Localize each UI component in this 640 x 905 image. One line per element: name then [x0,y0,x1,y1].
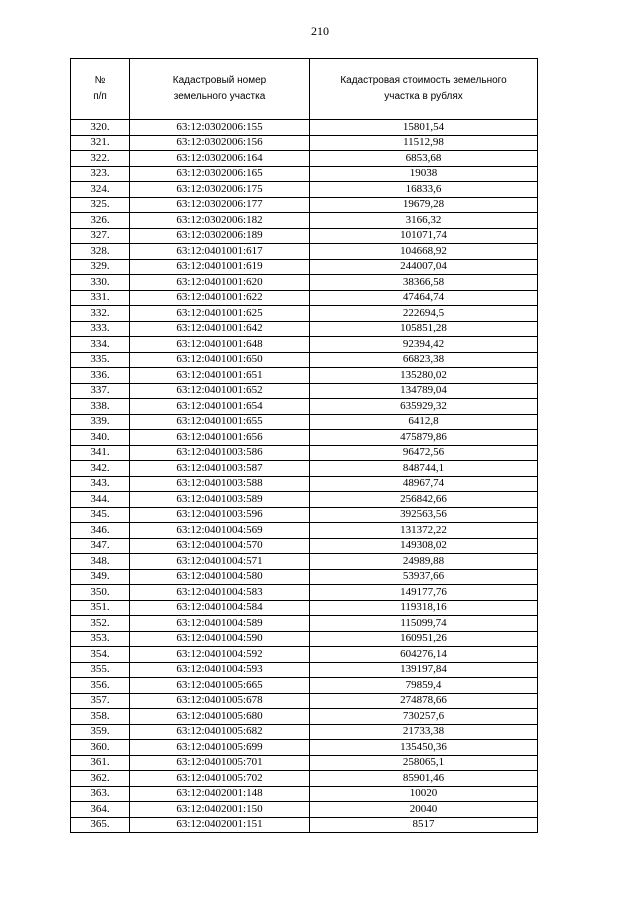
cadastral-value-cell: 38366,58 [310,275,538,291]
cadastral-value-cell: 48967,74 [310,476,538,492]
row-number-cell: 330. [71,275,130,291]
row-number-cell: 340. [71,430,130,446]
cadastral-number-cell: 63:12:0401001:642 [130,321,310,337]
cadastral-value-cell: 96472,56 [310,445,538,461]
cadastral-number-cell: 63:12:0401004:584 [130,600,310,616]
cadastral-value-cell: 848744,1 [310,461,538,477]
table-row [71,197,538,213]
header-cadastral-line1: Кадастровый номер [172,75,267,86]
table-row [71,461,538,477]
cadastral-number-cell: 63:12:0401003:596 [130,507,310,523]
cadastral-value-cell: 101071,74 [310,228,538,244]
cadastral-number-cell: 63:12:0401004:590 [130,631,310,647]
cadastral-value-cell: 131372,22 [310,523,538,539]
cadastral-value-cell: 79859,4 [310,678,538,694]
cadastral-number-cell: 63:12:0402001:150 [130,802,310,818]
cadastral-value-cell: 274878,66 [310,693,538,709]
cadastral-value-cell: 258065,1 [310,755,538,771]
table-row [71,259,538,275]
cadastral-number-cell: 63:12:0401001:654 [130,399,310,415]
row-number-cell: 332. [71,306,130,322]
table-row [71,817,538,833]
table-row [71,755,538,771]
row-number-cell: 344. [71,492,130,508]
cadastral-value-cell: 256842,66 [310,492,538,508]
cadastral-number-cell: 63:12:0401001:617 [130,244,310,260]
table-row [71,213,538,229]
row-number-cell: 364. [71,802,130,818]
table-row [71,585,538,601]
cadastral-value-cell: 15801,54 [310,120,538,136]
cadastral-number-cell: 63:12:0302006:164 [130,151,310,167]
cadastral-number-cell: 63:12:0401001:650 [130,352,310,368]
cadastral-number-cell: 63:12:0401004:589 [130,616,310,632]
row-number-cell: 329. [71,259,130,275]
row-number-cell: 346. [71,523,130,539]
cadastral-number-cell: 63:12:0401004:570 [130,538,310,554]
row-number-cell: 341. [71,445,130,461]
row-number-cell: 338. [71,399,130,415]
row-number-cell: 335. [71,352,130,368]
row-number-cell: 336. [71,368,130,384]
row-number-cell: 321. [71,135,130,151]
cadastral-value-table [70,58,538,833]
row-number-cell: 349. [71,569,130,585]
cadastral-value-cell: 19679,28 [310,197,538,213]
cadastral-number-cell: 63:12:0401004:571 [130,554,310,570]
cadastral-number-cell: 63:12:0401003:586 [130,445,310,461]
header-cadastral-value [310,59,538,120]
cadastral-value-cell: 104668,92 [310,244,538,260]
header-number-abbrev: п/п [93,91,107,102]
cadastral-number-cell: 63:12:0302006:177 [130,197,310,213]
cadastral-value-cell: 475879,86 [310,430,538,446]
cadastral-number-cell: 63:12:0401004:569 [130,523,310,539]
table-row [71,120,538,136]
cadastral-value-cell: 604276,14 [310,647,538,663]
cadastral-value-cell: 21733,38 [310,724,538,740]
cadastral-number-cell: 63:12:0401001:656 [130,430,310,446]
cadastral-number-cell: 63:12:0401001:619 [130,259,310,275]
header-number [71,59,130,120]
row-number-cell: 333. [71,321,130,337]
table-row [71,275,538,291]
table-body [71,120,538,833]
table-row [71,693,538,709]
row-number-cell: 337. [71,383,130,399]
cadastral-number-cell: 63:12:0401001:625 [130,306,310,322]
cadastral-value-cell: 149177,76 [310,585,538,601]
table-row [71,306,538,322]
cadastral-value-cell: 160951,26 [310,631,538,647]
row-number-cell: 360. [71,740,130,756]
table-row [71,135,538,151]
cadastral-value-cell: 149308,02 [310,538,538,554]
cadastral-number-cell: 63:12:0401003:587 [130,461,310,477]
cadastral-value-cell: 392563,56 [310,507,538,523]
cadastral-number-cell: 63:12:0401001:620 [130,275,310,291]
table-row [71,399,538,415]
row-number-cell: 345. [71,507,130,523]
table-row [71,507,538,523]
row-number-cell: 354. [71,647,130,663]
table-row [71,492,538,508]
table-row [71,771,538,787]
row-number-cell: 328. [71,244,130,260]
row-number-cell: 356. [71,678,130,694]
cadastral-number-cell: 63:12:0401004:593 [130,662,310,678]
row-number-cell: 352. [71,616,130,632]
table-row [71,290,538,306]
cadastral-value-cell: 11512,98 [310,135,538,151]
row-number-cell: 365. [71,817,130,833]
cadastral-value-cell: 66823,38 [310,352,538,368]
table-row [71,569,538,585]
cadastral-value-cell: 135450,36 [310,740,538,756]
table-row [71,368,538,384]
cadastral-value-cell: 19038 [310,166,538,182]
table-row [71,709,538,725]
cadastral-number-cell: 63:12:0401004:592 [130,647,310,663]
cadastral-value-cell: 47464,74 [310,290,538,306]
table-row [71,554,538,570]
row-number-cell: 323. [71,166,130,182]
cadastral-value-cell: 730257,6 [310,709,538,725]
table-row [71,383,538,399]
cadastral-value-cell: 244007,04 [310,259,538,275]
cadastral-number-cell: 63:12:0302006:175 [130,182,310,198]
table-row [71,662,538,678]
cadastral-number-cell: 63:12:0401001:648 [130,337,310,353]
table-row [71,321,538,337]
row-number-cell: 363. [71,786,130,802]
row-number-cell: 357. [71,693,130,709]
cadastral-value-cell: 222694,5 [310,306,538,322]
cadastral-value-cell: 139197,84 [310,662,538,678]
table-row [71,228,538,244]
table-row [71,244,538,260]
header-cadastral-line2: земельного участка [173,91,266,102]
cadastral-number-cell: 63:12:0401001:655 [130,414,310,430]
cadastral-number-cell: 63:12:0401001:651 [130,368,310,384]
table-row [71,445,538,461]
row-number-cell: 327. [71,228,130,244]
cadastral-value-cell: 135280,02 [310,368,538,384]
cadastral-value-cell: 53937,66 [310,569,538,585]
cadastral-value-cell: 134789,04 [310,383,538,399]
row-number-cell: 343. [71,476,130,492]
row-number-cell: 322. [71,151,130,167]
table-row [71,430,538,446]
cadastral-number-cell: 63:12:0401005:702 [130,771,310,787]
table-row [71,802,538,818]
row-number-cell: 362. [71,771,130,787]
table-row [71,631,538,647]
cadastral-value-cell: 3166,32 [310,213,538,229]
table-row [71,678,538,694]
row-number-cell: 351. [71,600,130,616]
table-row [71,476,538,492]
row-number-cell: 342. [71,461,130,477]
cadastral-number-cell: 63:12:0402001:148 [130,786,310,802]
cadastral-number-cell: 63:12:0302006:189 [130,228,310,244]
row-number-cell: 326. [71,213,130,229]
row-number-cell: 339. [71,414,130,430]
page-number: 210 [311,24,329,38]
header-number-symbol: № [94,75,106,86]
row-number-cell: 359. [71,724,130,740]
cadastral-number-cell: 63:12:0401004:580 [130,569,310,585]
row-number-cell: 331. [71,290,130,306]
row-number-cell: 320. [71,120,130,136]
cadastral-value-cell: 24989,88 [310,554,538,570]
header-cadastral-number [130,59,310,120]
cadastral-number-cell: 63:12:0302006:156 [130,135,310,151]
cadastral-value-cell: 6853,68 [310,151,538,167]
table-row [71,166,538,182]
table-header-row [71,59,538,120]
table-row [71,414,538,430]
cadastral-number-cell: 63:12:0401003:588 [130,476,310,492]
table-row [71,337,538,353]
cadastral-value-cell: 115099,74 [310,616,538,632]
cadastral-value-cell: 119318,16 [310,600,538,616]
cadastral-value-cell: 105851,28 [310,321,538,337]
row-number-cell: 347. [71,538,130,554]
cadastral-number-cell: 63:12:0401005:678 [130,693,310,709]
cadastral-number-cell: 63:12:0302006:155 [130,120,310,136]
cadastral-number-cell: 63:12:0302006:182 [130,213,310,229]
table-row [71,724,538,740]
row-number-cell: 348. [71,554,130,570]
table-row [71,352,538,368]
cadastral-number-cell: 63:12:0401005:665 [130,678,310,694]
row-number-cell: 334. [71,337,130,353]
row-number-cell: 350. [71,585,130,601]
cadastral-value-cell: 8517 [310,817,538,833]
cadastral-value-cell: 85901,46 [310,771,538,787]
header-value-line1: Кадастровая стоимость земельного [340,75,507,86]
row-number-cell: 325. [71,197,130,213]
table-row [71,151,538,167]
cadastral-value-cell: 6412,8 [310,414,538,430]
table-row [71,786,538,802]
row-number-cell: 324. [71,182,130,198]
cadastral-value-cell: 92394,42 [310,337,538,353]
table-row [71,182,538,198]
cadastral-number-cell: 63:12:0401005:701 [130,755,310,771]
cadastral-value-cell: 635929,32 [310,399,538,415]
table-row [71,740,538,756]
cadastral-number-cell: 63:12:0302006:165 [130,166,310,182]
cadastral-value-cell: 20040 [310,802,538,818]
header-value-line2: участка в рублях [384,91,463,102]
cadastral-number-cell: 63:12:0401005:680 [130,709,310,725]
table-row [71,538,538,554]
row-number-cell: 355. [71,662,130,678]
table-row [71,523,538,539]
cadastral-number-cell: 63:12:0401003:589 [130,492,310,508]
cadastral-number-cell: 63:12:0401001:622 [130,290,310,306]
cadastral-value-cell: 10020 [310,786,538,802]
cadastral-value-cell: 16833,6 [310,182,538,198]
row-number-cell: 353. [71,631,130,647]
cadastral-number-cell: 63:12:0401001:652 [130,383,310,399]
table-row [71,600,538,616]
row-number-cell: 358. [71,709,130,725]
cadastral-number-cell: 63:12:0401005:699 [130,740,310,756]
table-row [71,616,538,632]
row-number-cell: 361. [71,755,130,771]
cadastral-number-cell: 63:12:0401005:682 [130,724,310,740]
cadastral-number-cell: 63:12:0401004:583 [130,585,310,601]
table-row [71,647,538,663]
cadastral-number-cell: 63:12:0402001:151 [130,817,310,833]
